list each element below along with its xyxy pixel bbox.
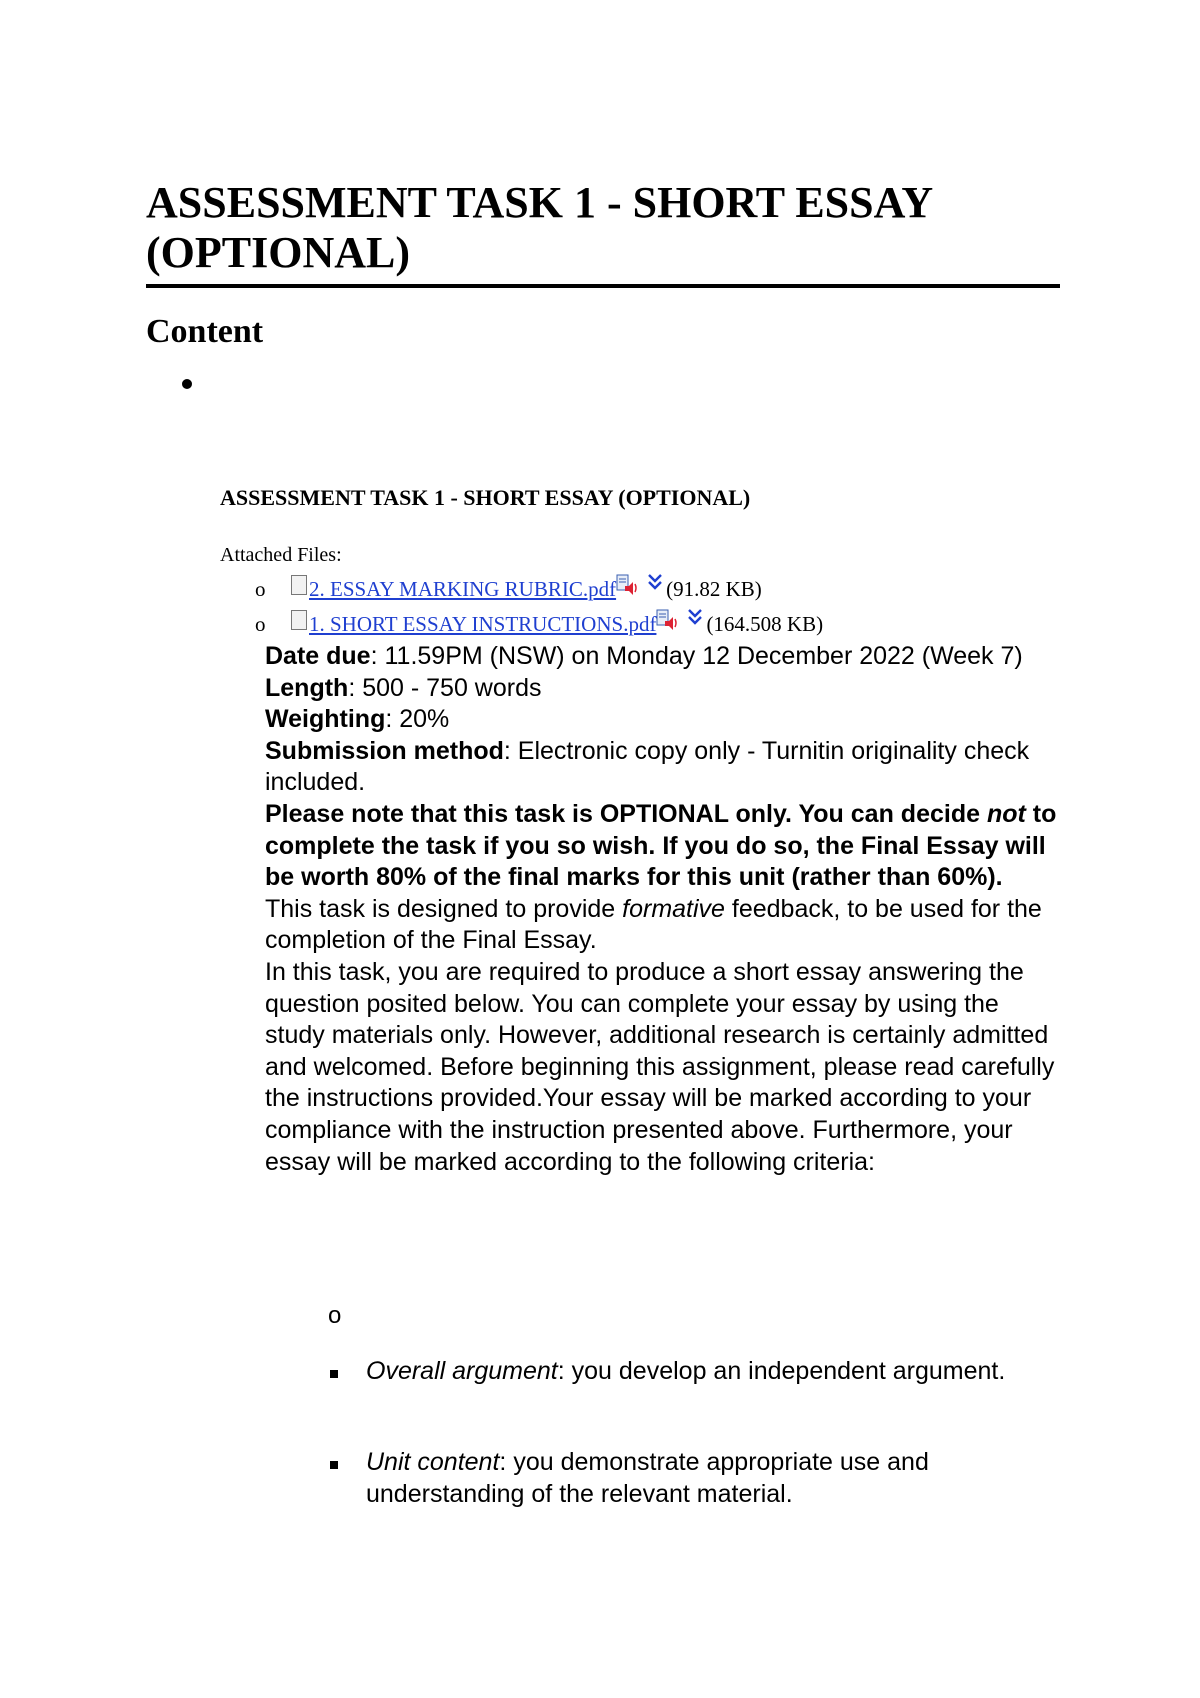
criterion-item bbox=[330, 1356, 1050, 1388]
attached-files-label: Attached Files: bbox=[220, 544, 342, 566]
double-chevron-down-icon[interactable] bbox=[686, 607, 704, 629]
date-due: Date due: 11.59PM (NSW) on Monday 12 December 2022 (Week 7) bbox=[265, 642, 1023, 670]
title-underline bbox=[146, 284, 1060, 288]
formative-note: This task is designed to provide formative feedback, to be used for the completion of the Final Essay. bbox=[265, 894, 1042, 955]
file-size: (91.82 KB) bbox=[666, 576, 762, 601]
file-size: (164.508 KB) bbox=[706, 611, 824, 636]
submission-method: Submission method: Electronic copy only - Turnitin originality check included. bbox=[265, 736, 1030, 797]
criterion-desc: : you demonstrate appropriate use and understanding of the relevant material. bbox=[366, 1448, 929, 1508]
criterion-term: Overall argument bbox=[366, 1357, 558, 1385]
file-link-instructions[interactable]: 1. SHORT ESSAY INSTRUCTIONS.pdf bbox=[309, 611, 657, 636]
list-bullet: o bbox=[255, 576, 266, 601]
list-bullet bbox=[182, 379, 192, 389]
attached-file-item bbox=[255, 574, 762, 604]
criterion-desc: : you develop an independent argument. bbox=[557, 1357, 1006, 1385]
criterion-term: Unit content bbox=[366, 1448, 500, 1476]
item-title: ASSESSMENT TASK 1 - SHORT ESSAY (OPTIONAL) bbox=[220, 485, 751, 510]
audio-speaker-icon[interactable] bbox=[616, 574, 638, 596]
audio-speaker-icon[interactable] bbox=[656, 609, 678, 631]
file-link-rubric[interactable]: 2. ESSAY MARKING RUBRIC.pdf bbox=[309, 576, 617, 601]
double-chevron-down-icon[interactable] bbox=[646, 572, 664, 594]
criterion-item bbox=[330, 1447, 1050, 1510]
list-bullet: o bbox=[328, 1302, 342, 1329]
square-bullet bbox=[330, 1461, 338, 1469]
attached-file-item bbox=[255, 609, 823, 639]
file-icon bbox=[291, 575, 307, 595]
file-icon bbox=[291, 610, 307, 630]
square-bullet bbox=[330, 1370, 338, 1378]
task-details bbox=[265, 641, 1065, 1178]
section-heading: Content bbox=[146, 313, 264, 350]
instructions-paragraph: In this task, you are required to produce a short essay answering the question posited below. You can complete your essay by using the study materials only. However, additional research is certainly admitted and welcomed. Before beginning this assignment, please read carefully the instructions provided.Your essay will be marked according to your compliance with the instruction presented above. Furthermore, your essay will be marked according to the following criteria: bbox=[265, 957, 1055, 1176]
length: Length: 500 - 750 words bbox=[265, 673, 542, 702]
list-bullet: o bbox=[255, 611, 266, 636]
page-title: ASSESSMENT TASK 1 - SHORT ESSAY (OPTIONAL) bbox=[146, 178, 932, 277]
weighting: Weighting: 20% bbox=[265, 705, 450, 734]
optional-note: Please note that this task is OPTIONAL only. You can decide not to complete the task if you so wish. If you do so, the Final Essay will be worth 80% of the final marks for this unit (rather than 60%). bbox=[265, 799, 1057, 892]
